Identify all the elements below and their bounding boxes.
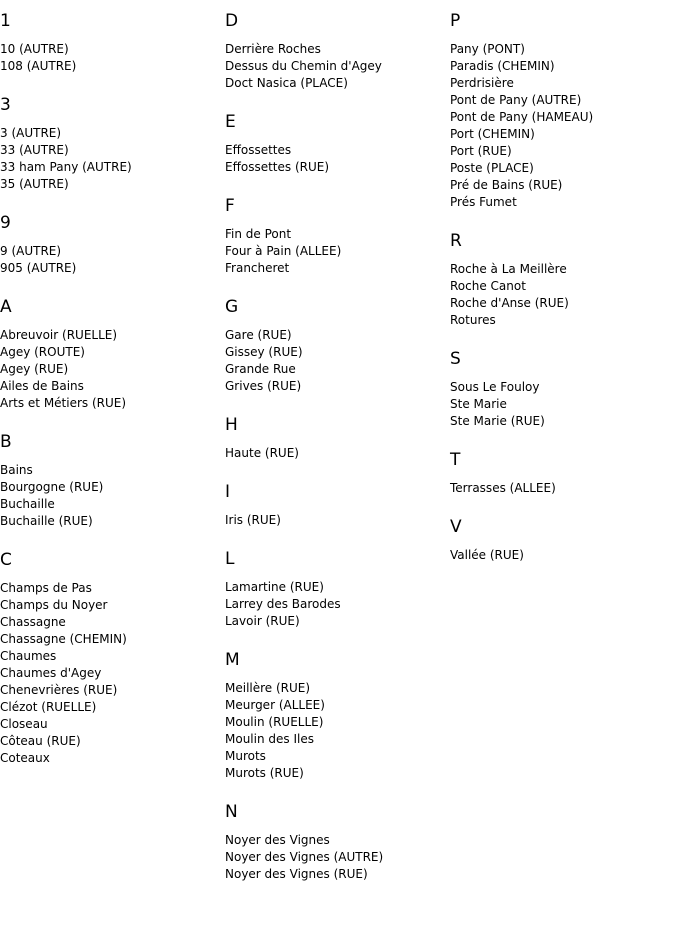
letter-group [450,230,675,329]
letter-heading: A [0,297,12,317]
letter-group [225,801,450,883]
letter-heading: 9 [0,213,11,233]
street-list [225,832,450,883]
street-entry: Ailes de Bains [0,379,84,393]
street-entry: Noyer des Vignes [225,833,330,847]
street-entry: Port (CHEMIN) [450,127,535,141]
letter-group [225,10,450,92]
letter-heading: L [225,549,235,569]
letter-heading: 1 [0,11,11,31]
letter-heading: 3 [0,95,11,115]
street-entry: Bourgogne (RUE) [0,480,104,494]
street-entry: Paradis (CHEMIN) [450,59,555,73]
letter-group [450,348,675,430]
street-entry: 10 (AUTRE) [0,42,69,56]
index-column-1 [0,10,225,786]
street-list [0,41,225,75]
street-entry: Francheret [225,261,290,275]
street-entry: Champs de Pas [0,581,92,595]
letter-group [0,296,225,412]
street-entry: 3 (AUTRE) [0,126,62,140]
street-entry: Lavoir (RUE) [225,614,300,628]
street-entry: Pany (PONT) [450,42,525,56]
street-entry: Abreuvoir (RUELLE) [0,328,118,342]
street-entry: Agey (ROUTE) [0,345,85,359]
street-entry: Noyer des Vignes (AUTRE) [225,850,384,864]
street-entry: Pont de Pany (AUTRE) [450,93,582,107]
street-list [225,226,450,277]
street-entry: Murots [225,749,266,763]
street-list [450,261,675,329]
street-list [450,379,675,430]
letter-group [450,10,675,211]
letter-group [225,414,450,462]
street-entry: Chassagne (CHEMIN) [0,632,127,646]
street-entry: Four à Pain (ALLEE) [225,244,342,258]
street-entry: Vallée (RUE) [450,548,524,562]
letter-group [0,10,225,75]
letter-heading: S [450,349,461,369]
street-entry: Perdrisière [450,76,514,90]
street-entry: Buchaille [0,497,55,511]
street-entry: Meurger (ALLEE) [225,698,325,712]
street-entry: Chassagne [0,615,66,629]
street-list [0,462,225,530]
street-entry: Noyer des Vignes (RUE) [225,867,368,881]
street-entry: Prés Fumet [450,195,517,209]
letter-heading: H [225,415,238,435]
letter-group [0,212,225,277]
street-entry: Coteaux [0,751,50,765]
street-list [0,327,225,412]
street-entry: Pont de Pany (HAMEAU) [450,110,594,124]
letter-group [450,516,675,564]
street-list [0,580,225,767]
street-entry: Sous Le Fouloy [450,380,540,394]
street-list [450,41,675,211]
letter-heading: I [225,482,231,502]
street-entry: Pré de Bains (RUE) [450,178,563,192]
letter-group [225,296,450,395]
letter-group [225,111,450,176]
street-list [0,243,225,277]
street-list [450,547,675,564]
index-column-2 [225,10,450,902]
street-entry: Iris (RUE) [225,513,281,527]
street-list [225,680,450,782]
street-list [225,41,450,92]
street-list [225,512,450,529]
street-list [225,579,450,630]
street-entry: Rotures [450,313,496,327]
street-entry: Gissey (RUE) [225,345,303,359]
street-entry: Gare (RUE) [225,328,292,342]
letter-heading: G [225,297,239,317]
street-entry: Effossettes (RUE) [225,160,330,174]
letter-heading: F [225,196,235,216]
street-list [0,125,225,193]
letter-heading: P [450,11,461,31]
street-entry: Haute (RUE) [225,446,299,460]
street-entry: Lamartine (RUE) [225,580,324,594]
street-entry: Ste Marie [450,397,507,411]
street-entry: 905 (AUTRE) [0,261,77,275]
letter-group [225,481,450,529]
street-entry: Meillère (RUE) [225,681,311,695]
street-entry: 35 (AUTRE) [0,177,69,191]
letter-group [0,94,225,193]
letter-group [0,431,225,530]
street-entry: Murots (RUE) [225,766,304,780]
letter-heading: E [225,112,236,132]
street-entry: Champs du Noyer [0,598,108,612]
street-list [225,142,450,176]
street-entry: Port (RUE) [450,144,512,158]
street-entry: Côteau (RUE) [0,734,81,748]
street-entry: Poste (PLACE) [450,161,534,175]
street-entry: Grande Rue [225,362,296,376]
street-entry: Larrey des Barodes [225,597,341,611]
street-entry: Chaumes [0,649,57,663]
street-entry: Ste Marie (RUE) [450,414,545,428]
street-entry: Dessus du Chemin d'Agey [225,59,382,73]
street-entry: Effossettes [225,143,292,157]
street-entry: 9 (AUTRE) [0,244,62,258]
street-list [225,445,450,462]
street-entry: Clézot (RUELLE) [0,700,97,714]
street-entry: Bains [0,463,33,477]
index-column-3 [450,10,675,583]
street-entry: Chaumes d'Agey [0,666,102,680]
letter-group [225,195,450,277]
letter-heading: N [225,802,238,822]
letter-heading: C [0,550,12,570]
letter-heading: D [225,11,239,31]
street-entry: Roche d'Anse (RUE) [450,296,569,310]
street-entry: Closeau [0,717,48,731]
letter-heading: V [450,517,462,537]
street-list [450,480,675,497]
letter-heading: T [450,450,461,470]
street-entry: Grives (RUE) [225,379,302,393]
street-entry: 33 ham Pany (AUTRE) [0,160,132,174]
street-entry: Fin de Pont [225,227,292,241]
street-entry: Chenevrières (RUE) [0,683,118,697]
street-entry: Doct Nasica (PLACE) [225,76,348,90]
street-entry: Agey (RUE) [0,362,69,376]
street-entry: Derrière Roches [225,42,321,56]
letter-heading: B [0,432,12,452]
letter-group [0,549,225,767]
letter-group [225,649,450,782]
letter-heading: R [450,231,462,251]
street-entry: Buchaille (RUE) [0,514,93,528]
street-entry: 108 (AUTRE) [0,59,77,73]
street-entry: Roche à La Meillère [450,262,567,276]
letter-heading: M [225,650,240,670]
street-entry: Roche Canot [450,279,526,293]
street-entry: 33 (AUTRE) [0,143,69,157]
street-entry: Moulin des Iles [225,732,314,746]
letter-group [225,548,450,630]
street-entry: Moulin (RUELLE) [225,715,324,729]
street-entry: Terrasses (ALLEE) [450,481,556,495]
street-list [225,327,450,395]
letter-group [450,449,675,497]
street-entry: Arts et Métiers (RUE) [0,396,127,410]
